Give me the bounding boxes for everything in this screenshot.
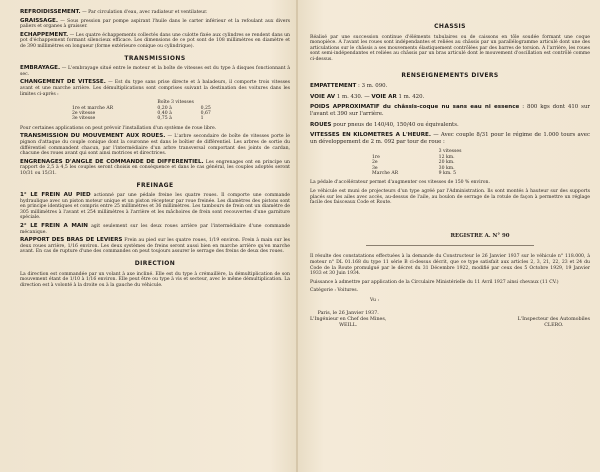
vehicule-para: Le véhicule est muni de projecteurs d'un type agréé par l'Administration. Ils sont montés à hauteur sur des supports placés sur les ailes avec accès, au-dessus de l'aile, au boulon de serrage de la rotule de façon à permettre un réglage facile des faisceaux Code et Route. — [310, 188, 590, 206]
echappement-para: ECHAPPEMENT. — Les quatre échappements collectés dans une culotte fixée aux cylindres se rendent dans un pot d'échappement formant silencieux efficace. Les dimensions de ce pot sont de 108 millimètres en diamètre et de 390 millimètres en longueur (forme extérieure conique ou cylindrique). — [20, 31, 290, 49]
vu-label: Vu : — [370, 297, 379, 303]
table-row: 1re 12 km. — [372, 154, 455, 160]
signatures — [310, 311, 590, 329]
speed-header: 3 vitesses — [438, 149, 462, 155]
engrenages-para: ENGRENAGES D'ANGLE DE COMMANDE DE DIFFERENTIEL. Les engrenages ont en principe un rapport de 2,5 à 4,5 les couples seront choisis en conséquence et dans le cas général, les couples adoptés seront 10/31 ou 15/31. — [20, 158, 290, 176]
table-row: Marche AR 9 km. 5 — [372, 170, 457, 176]
freinage-title: FREINAGE — [136, 181, 174, 189]
embrayage-para: EMBRAYAGE. — L'embrayage situé entre le moteur et la boîte de vitesses est du type à disques fonctionnant à sec. — [20, 65, 290, 77]
page-fold — [296, 0, 298, 472]
table-row: 2e 20 km. — [372, 160, 455, 166]
roue-libre-para: Pour certaines applications on peut prévoir l'installation d'un système de roue libre. — [20, 125, 217, 131]
empattement-para: EMPATTEMENT : 3 m. 090. — [310, 83, 388, 90]
voie-para: VOIE AV 1 m. 430. — VOIE AR 1 m. 420. — [310, 93, 425, 100]
chassis-title: CHASSIS — [434, 23, 466, 30]
table-row: 3e vitesse 0,75 à 1 — [72, 116, 204, 122]
rapport-bras-para: RAPPORT DES BRAS DE LEVIERS Frein au pied sur les quatre roues, 1/19 environ. Frein à main sur les deux roues arrière, 1/16 environ. Les deux systèmes de freins seront aussi bien en marche arrière qu'en marche avant. En cas de rupture d'une des commandes on peut toujours assurer le serrage des freins de deux des roues. — [20, 237, 291, 255]
changement-para: CHANGEMENT DE VITESSE. — Est du type sans prise directe et à baladeurs, il comporte trois vitesses avant et une marche arrière. Les démultiplications sont comprises suivant la destination des voitures dans les limites ci-après : — [20, 79, 291, 97]
registre-para: Il résulte des constatations effectuées à la demande du Constructeur le 26 Janvier 1937 sur le véhicule n° 118.000, à moteur n° DL 01.168 du type 11 série B ci-dessus décrit, que ce type satisfait aux articles 2, 3, 21, 22, 23 et 24 du Code de la Route promulgué par le décret du 31 Décembre 1922, modifié par ceux des 5 Octobre 1929, 19 Janvier 1933 et 30 Juin 1934. — [310, 254, 590, 277]
roues-para: ROUES pour pneus de 140/40, 150/40 ou équivalents. — [310, 121, 459, 128]
direction-title: DIRECTION — [134, 260, 176, 268]
signature-right: L'Inspecteur des Automobiles CLERO. — [517, 317, 590, 329]
speed-table — [370, 149, 496, 176]
table-row: 2e vitesse 0,40 à 0,67 — [72, 110, 211, 116]
refroidissement-para: REFROIDISSEMENT. — Par circulation d'eau, avec radiateur et ventilateur. — [20, 9, 208, 15]
gearbox-header: Boîte 3 vitesses — [157, 100, 194, 106]
registre-rule — [366, 245, 534, 246]
direction-para: La direction est commandée par un volant à axe incliné. Elle est du type à crémaillère, la démultiplication de son mouvement étant de 1/10 à 1/16 environ. Elle peut être ou type à vis et secteur, avec le même démultiplication. La direction est à volonté à la droite ou à la gauche du véhicule. — [20, 271, 290, 288]
frein-pied-para: 1° LE FREIN AU PIED actionné par une pédale freine les quatre roues. Il comporte une commande hydraulique avec un piston moteur unique et un piston récepteur par roue freinée. Les diamètres des pistons sont en principe identiques et compris entre 25 millimètres et 36 millimètres. Les tambours de frein ont un diamètre de 305 millimètres à l'avant et 254 millimètres à l'arrière et les mâchoires de frein sont recouvertes d'une garniture spéciale. — [20, 192, 290, 221]
vitesses-km-para: VITESSES EN KILOMETRES A L'HEURE. — Avec couple 8/31 pour le régime de 1.000 tours avec un développement de 2 m. 092 par tour de roue : — [310, 132, 591, 145]
transmissions-title: TRANSMISSIONS — [124, 54, 186, 62]
transmission-roues-para: TRANSMISSION DU MOUVEMENT AUX ROUES. — L'arbre secondaire de boîte de vitesses porte le pignon d'attaque du couple conique dont la couronne est dans le boîtier de différentiel. Les arbres de sortie du différentiel commandent chacun, par l'intermédiaire d'un arbre transversal comportant des joints de cardan, chacune des roues avant qui sont ainsi motrices et directrices. — [20, 133, 290, 157]
gearbox-table — [70, 100, 232, 122]
puissance-para: Puissance à admettre par application de la Circulaire Ministérielle du 11 Avril 1927 ainsi chevaux (11 CV.) — [310, 279, 559, 285]
frein-main-para: 2° LE FREIN A MAIN agit seulement sur les deux roues arrière par l'intermédiaire d'une commande mécanique. — [20, 223, 290, 235]
pedale-para: La pédale d'accélérateur permet d'augmenter ces vitesses de 150 % environ. — [310, 180, 490, 186]
categorie-para: Catégorie : Voitures. — [310, 288, 359, 294]
poids-para: POIDS APPROXIMATIF du châssis-coque nu sans eau ni essence : 800 kgs dont 410 sur l'avant et 390 sur l'arrière. — [310, 104, 590, 117]
table-row: 1re et marche AR 0,20 à 0,25 — [72, 105, 211, 111]
table-row: 3e 30 km. — [372, 165, 455, 171]
right-column — [310, 10, 590, 329]
renseignements-title: RENSEIGNEMENTS DIVERS — [401, 71, 499, 79]
graissage-para: GRAISSAGE. — Sous pression par pompe aspirant l'huile dans le carter inférieur et la refoulant aux divers paliers et organes à graisser. — [20, 17, 290, 30]
registre-title: REGISTRE A. N° 90 — [450, 232, 510, 239]
left-column — [20, 10, 290, 291]
chassis-para: Réalisé par une succession continue d'éléments tubulaires ou de caissons en tôle soudée formant une coque monopièce. A l'avant les roues sont indépendantes et reliées au châssis par un parallélogramme articulé dont une des articulations sur le châssis a ses mouvements élastiquement contrôlées par des barres de torsion. A l'arrière, les roues sont semi-indépendantes et reliées au châssis par un bras articulé dont le mouvement d'oscillation est contrôlé comme ci-dessus. — [310, 34, 590, 62]
signature-left: Paris, le 26 Janvier 1937. L'Ingénieur en Chef des Mines, WEILL. — [310, 311, 387, 329]
